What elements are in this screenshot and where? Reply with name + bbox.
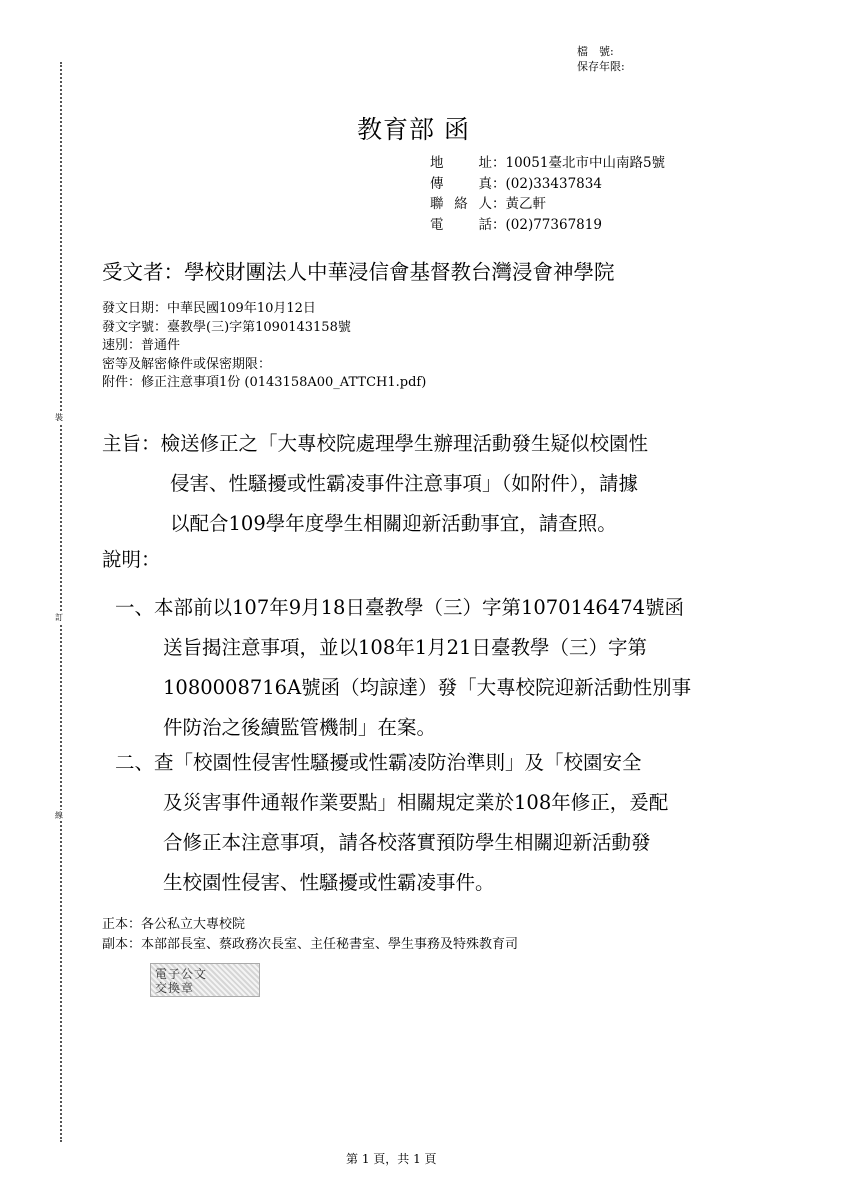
explanation-item-1 <box>115 588 691 748</box>
page-footer: 第 1 頁，共 1 頁 <box>346 1152 437 1166</box>
binding-mark-xian: 線 <box>55 811 63 820</box>
fax-label: 傳真 <box>430 175 492 192</box>
stamp-text: 交換章 <box>155 981 195 995</box>
contact-person-label: 聯絡人 <box>430 196 492 212</box>
confidentiality: 密等及解密條件或保密期限： <box>102 356 272 372</box>
issue-number: 發文字號：臺教學(三)字第1090143158號 <box>102 319 351 335</box>
archive-info <box>577 44 625 74</box>
binding-mark-zhuang: 裝 <box>55 413 63 422</box>
explanation-line: 生校園性侵害、性騷擾或性霸凌事件。 <box>163 871 495 894</box>
issue-date: 發文日期：中華民國109年10月12日 <box>102 301 316 316</box>
document-title: 教育部 函 <box>357 115 470 144</box>
attachment: 附件：修正注意事項1份 (0143158A00_ATTCH1.pdf) <box>102 375 427 390</box>
recipient: 受文者：學校財團法人中華浸信會基督教台灣浸會神學院 <box>102 260 615 284</box>
stamp-text: 電子公文 <box>155 967 208 981</box>
contact-person-value: ：黃乙軒 <box>492 196 546 212</box>
phone-label: 電話 <box>430 216 492 233</box>
binding-line <box>60 62 62 1142</box>
subject-line: 以配合109學年度學生相關迎新活動事宜，請查照。 <box>170 512 617 535</box>
explanation-line: 一、本部前以107年9月18日臺教學（三）字第1070146474號函 <box>115 596 685 619</box>
binding-mark-ding: 訂 <box>55 613 63 622</box>
subject-line: 侵害、性騷擾或性霸凌事件注意事項」（如附件），請據 <box>170 472 639 495</box>
fax-value: ：(02)33437834 <box>492 175 602 192</box>
explanation-line: 二、查「校園性侵害性騷擾或性霸凌防治準則」及「校園安全 <box>115 751 642 774</box>
delivery-speed: 速別：普通件 <box>102 338 181 353</box>
copy-recipients: 副本：本部部長室、蔡政務次長室、主任秘書室、學生事務及特殊教育司 <box>102 937 519 952</box>
retention-period-label: 保存年限: <box>577 60 625 73</box>
explanation-item-2 <box>115 743 668 903</box>
explanation-line: 件防治之後續監管機制」在案。 <box>163 716 437 739</box>
explanation-heading: 說明： <box>102 548 161 571</box>
original-recipients: 正本：各公私立大專校院 <box>102 917 246 932</box>
explanation-line: 及災害事件通報作業要點」相關規定業於108年修正，爰配 <box>163 791 669 814</box>
phone-value: ：(02)77367819 <box>492 216 602 233</box>
explanation-line: 送旨揭注意事項，並以108年1月21日臺教學（三）字第 <box>163 636 647 659</box>
explanation-line: 1080008716A號函（均諒達）發「大專校院迎新活動性別事 <box>163 676 692 699</box>
sender-contact-block <box>430 153 665 235</box>
exchange-stamp <box>150 963 260 997</box>
distribution-list <box>102 915 518 955</box>
address-label: 地址 <box>430 155 492 171</box>
address-value: ：10051臺北市中山南路5號 <box>492 155 666 171</box>
document-meta <box>102 300 426 393</box>
subject-line: 主旨：檢送修正之「大專校院處理學生辦理活動發生疑似校園性 <box>102 432 649 455</box>
file-number-label: 檔 號: <box>577 45 614 58</box>
explanation-line: 合修正本注意事項，請各校落實預防學生相關迎新活動發 <box>163 831 651 854</box>
subject-section <box>102 424 648 544</box>
